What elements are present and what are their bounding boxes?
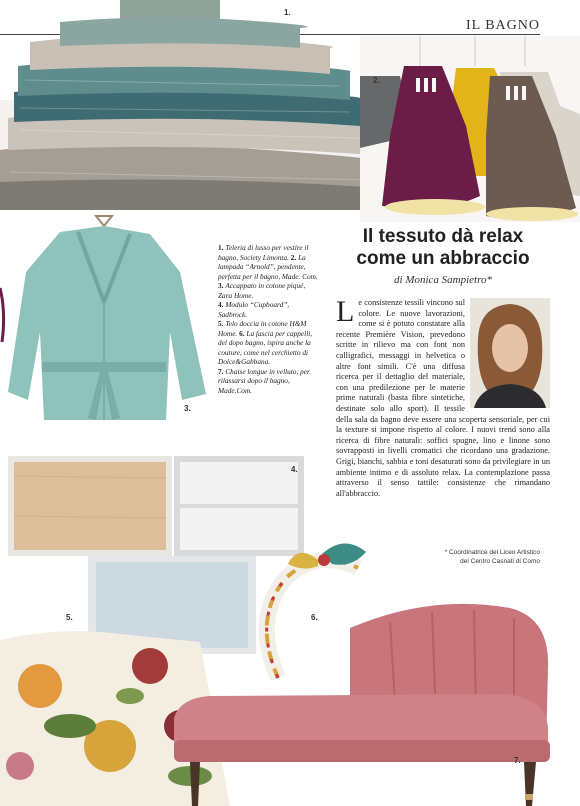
caption-6-text: La fascia per cappelli, del dopo bagno, ispira anche la couture, come nel cerchietto di Dolce&Gabbana.	[218, 328, 313, 366]
marker-2: 2.	[373, 76, 380, 85]
caption-5-num: 5.	[218, 319, 224, 328]
caption-5-text: Telo doccia in cotone H&M Home.	[218, 319, 307, 338]
caption-2-num: 2.	[290, 252, 297, 262]
marker-7: 7.	[514, 756, 521, 765]
marker-5: 5.	[66, 613, 73, 622]
caption-2-text: La lampada “Arnold”, pendente, perfetta per il bagno, Made. Com.	[218, 252, 318, 281]
lamps-photo	[360, 36, 580, 222]
title-line-2: come un abbraccio	[356, 248, 530, 269]
article-body	[336, 295, 550, 499]
section-title: IL BAGNO	[466, 18, 540, 33]
footnote	[360, 548, 540, 566]
towels-photo	[0, 0, 380, 210]
caption-7-num: 7.	[218, 366, 224, 376]
marker-6: 6.	[311, 613, 318, 622]
drop-cap: L	[336, 295, 355, 328]
marker-4: 4.	[291, 465, 298, 474]
marker-3: 3.	[184, 404, 191, 413]
article-title	[338, 226, 548, 270]
caption-1-text: Teleria di lusso per vestire il bagno, Society Limonta.	[218, 243, 309, 262]
caption-1-num: 1.	[218, 243, 224, 252]
byline: di Monica Sampietro*	[394, 274, 492, 286]
caption-7-text: Chaise longue in velluto, per rilassarsi dopo il bagno, Made.Com.	[218, 366, 310, 395]
caption-4-num: 4.	[218, 300, 224, 309]
footnote-line-2: del Centro Casnati di Como	[460, 558, 540, 565]
marker-1: 1.	[284, 8, 291, 17]
caption-3-num: 3.	[218, 281, 224, 290]
title-line-1: Il tessuto dà relax	[362, 226, 524, 247]
chaise-photo	[170, 598, 580, 806]
caption-3-text: Accappato in cotone piqué, Zara Home.	[218, 281, 306, 300]
body-text: e consistenze tessili vincono sul colore. Le nuove lavorazioni, come si è potuto constatare alla recente Première Vision, prevedono scritte in rilievo ma con font non calligrafici, messaggi in helvetica o altre font simili. C'è una diffusa ricerca per il dettaglio del materiale, con una predilezione per le materie prime naturali (basta fibre sintetiche, destinate solo allo sport). Il tessile della sala da bagno deve essere una scoperta sensoriale, per cui la texture si impone rispetto al colore. I nuovi trend sono alla ricerca di fibre naturali: soffici spugne, lino e linone sono sovrapposti in livelli cromatici che ricordano una gradazione. Grigi, bianchi, sabbia e toni desaturati sono da privilegiare in un ambiente intimo e di assoluto relax. La contemplazione passa attraverso il senso tattile: consistenze che rimandano all'abbraccio.	[336, 298, 550, 498]
robe-photo	[0, 212, 210, 427]
photo-captions	[218, 243, 318, 395]
footnote-line-1: * Coordinatrice del Liceo Artistico	[444, 549, 540, 556]
caption-6-num: 6.	[239, 328, 245, 338]
caption-4-text: Modulo “Cupboard”, Sadbrock.	[218, 300, 290, 319]
author-photo	[470, 298, 550, 408]
